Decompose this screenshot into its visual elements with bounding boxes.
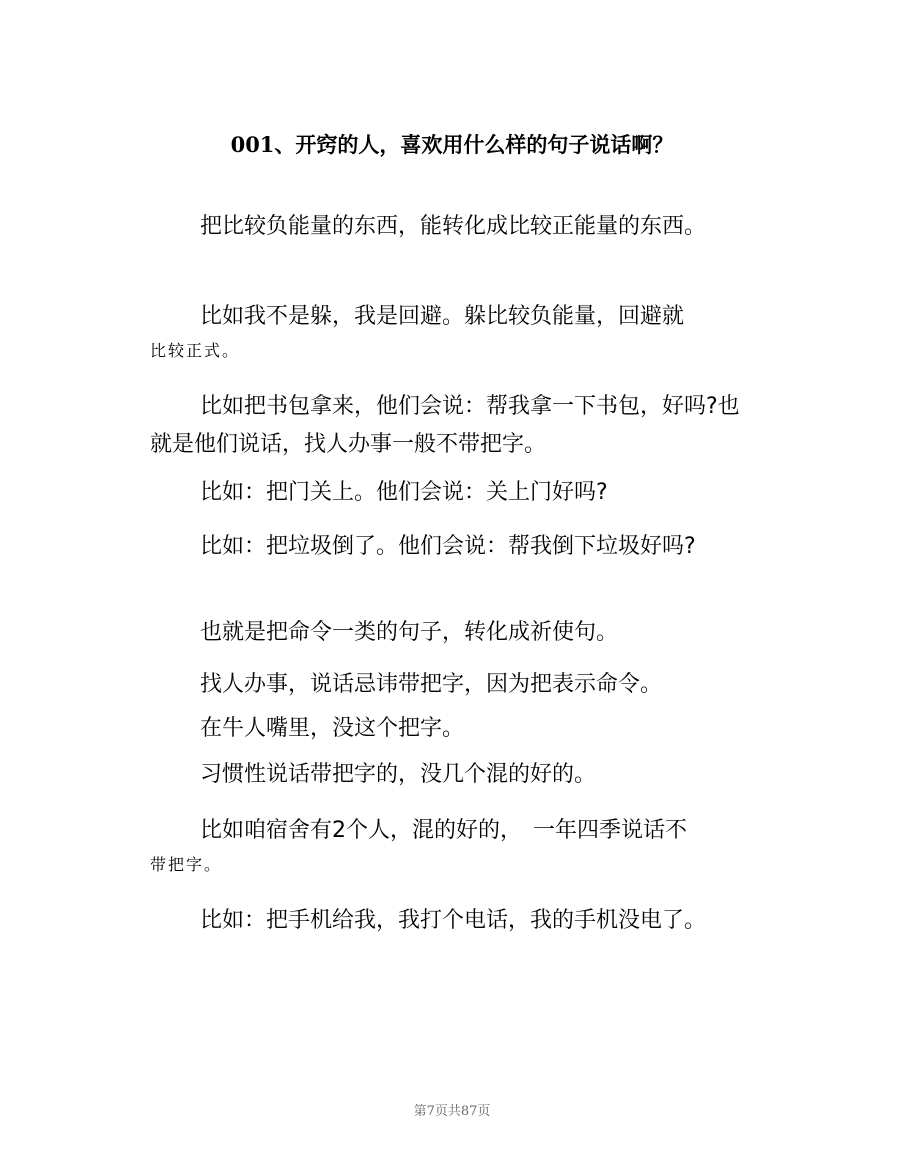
paragraph-5: 比如：把垃圾倒了。他们会说：帮我倒下垃圾好吗? [200, 534, 696, 559]
paragraph-11: 比如：把手机给我，我打个电话，我的手机没电了。 [200, 908, 707, 933]
page-footer: 第7页共87页 [413, 1104, 491, 1119]
paragraph-3: 比如把书包拿来，他们会说：帮我拿一下书包，好吗?也就是他们说话，找人办事一般不带把字。 [150, 394, 740, 457]
paragraph-10 [150, 812, 750, 880]
paragraph-2-line: 比如我不是躲，我是回避。躲比较负能量，回避就 [200, 304, 685, 329]
document-title: 001、开窍的人，喜欢用什么样的句子说话啊？ [230, 132, 674, 157]
paragraph-9: 习惯性说话带把字的，没几个混的好的。 [200, 762, 597, 787]
paragraph-2-tail: 比较正式。 [150, 341, 241, 360]
paragraph-6: 也就是把命令一类的句子，转化成祈使句。 [200, 620, 619, 645]
paragraph-10-line: 比如咱宿舍有2个人，混的好的， 一年四季说话不 [200, 818, 687, 843]
paragraph-1: 把比较负能量的东西，能转化成比较正能量的东西。 [200, 214, 707, 239]
paragraph-4: 比如：把门关上。他们会说：关上门好吗? [200, 480, 608, 505]
paragraph-10-tail: 带把字。 [150, 855, 223, 874]
paragraph-2 [150, 298, 750, 366]
paragraph-7: 找人办事，说话忌讳带把字，因为把表示命令。 [200, 672, 663, 697]
paragraph-8: 在牛人嘴里，没这个把字。 [200, 716, 465, 741]
